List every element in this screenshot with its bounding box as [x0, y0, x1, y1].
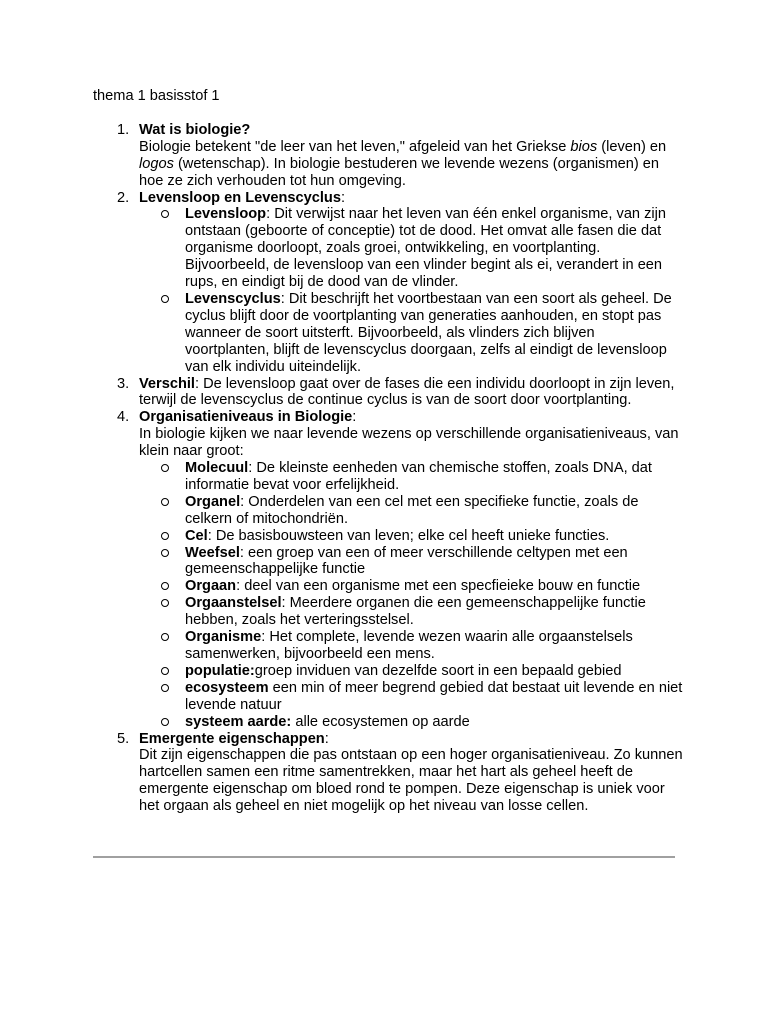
body-text: (wetenschap). In biologie bestuderen we levende wezens (organismen) en hoe ze zich verhouden tot hun omgeving. — [139, 155, 660, 189]
item-text: : een groep van een of meer verschillende celtypen met een gemeenschappelijke functie — [185, 544, 628, 578]
list-number: 1. — [117, 121, 130, 138]
section-body — [139, 139, 683, 190]
sub-item-orgaanstelsel — [185, 595, 683, 629]
heading-suffix: : — [340, 189, 346, 206]
hollow-bullet-icon — [161, 532, 169, 540]
heading-suffix: : De levensloop gaat over de fases die een individu doorloopt in zijn leven, terwijl de levenscyclus de continue cyclus is van de soort door voortplanting. — [139, 375, 675, 409]
item-text: : Dit beschrijft het voortbestaan van een soort als geheel. De cyclus blijft door de voortplanting van generaties aanhouden, en stopt pas wanneer de soort uitsterft. Bijvoorbeeld, als vlinders zich blijven voortplanten, blijft de levenscyclus doorgaan, zelfs al eindigt de levensloop van elk individu uiteindelijk. — [185, 290, 672, 375]
item-text: alle ecosystemen op aarde — [291, 713, 470, 730]
sub-item-levenscyclus — [185, 291, 683, 376]
hollow-bullet-icon — [161, 718, 169, 726]
item-term: ecosysteem — [185, 679, 269, 696]
sub-item-populatie — [185, 663, 683, 680]
section-heading: Emergente eigenschappen — [139, 730, 325, 747]
item-text: : De basisbouwsteen van leven; elke cel heeft unieke functies. — [207, 527, 610, 544]
main-list — [93, 122, 683, 815]
hollow-bullet-icon — [161, 667, 169, 675]
sub-item-molecuul — [185, 460, 683, 494]
list-item-wat-is-biologie — [117, 121, 683, 190]
item-term: Cel — [185, 527, 208, 544]
item-term: Orgaan — [185, 578, 237, 595]
item-term: Orgaanstelsel — [185, 595, 282, 612]
item-term: Molecuul — [185, 460, 249, 477]
sub-list — [139, 460, 683, 731]
hollow-bullet-icon — [161, 684, 169, 692]
section-heading: Organisatieniveaus in Biologie — [139, 409, 353, 426]
section-heading: Verschil — [139, 375, 195, 392]
item-term: systeem aarde: — [185, 713, 292, 730]
item-text: een min of meer begrend gebied dat bestaat uit levende en niet levende natuur — [185, 679, 683, 713]
list-number: 5. — [117, 730, 130, 747]
list-number: 2. — [117, 189, 130, 206]
sub-item-levensloop — [185, 206, 683, 291]
sub-item-organel — [185, 494, 683, 528]
hollow-bullet-icon — [161, 210, 169, 218]
list-item-organisatieniveaus — [117, 409, 683, 730]
section-heading: Wat is biologie? — [139, 121, 251, 138]
item-text: : Onderdelen van een cel met een specifieke functie, zoals de celkern of mitochondriën. — [185, 493, 639, 527]
list-item-emergente-eigenschappen — [117, 730, 683, 816]
hollow-bullet-icon — [161, 549, 169, 557]
item-text: : Het complete, levende wezen waarin alle orgaanstelsels samenwerken, bijvoorbeeld een mens. — [185, 629, 633, 662]
item-text: : deel van een organisme met een specfieieke bouw en functie — [236, 578, 641, 595]
heading-suffix: : — [352, 409, 357, 426]
body-text: Biologie betekent "de leer van het leven," afgeleid van het Griekse — [139, 138, 571, 155]
list-item-levensloop-levenscyclus — [117, 189, 683, 376]
sub-item-orgaan — [185, 578, 683, 595]
sub-item-organisme — [185, 629, 683, 663]
item-text: : De kleinste eenheden van chemische stoffen, zoals DNA, dat informatie bevat voor erfelijkheid. — [185, 460, 652, 493]
document-title: thema 1 basisstof 1 — [93, 88, 220, 104]
item-term: populatie: — [185, 662, 255, 679]
item-term: Levensloop — [185, 206, 267, 223]
item-term: Levenscyclus — [185, 290, 281, 307]
hollow-bullet-icon — [161, 464, 169, 472]
sub-item-ecosysteem — [185, 680, 683, 714]
italic-term: bios — [570, 138, 598, 155]
item-text: groep inviduen van dezelfde soort in een bepaald gebied — [254, 662, 622, 679]
sub-list — [139, 206, 683, 375]
section-intro: In biologie kijken we naar levende wezens op verschillende organisatieniveaus, van klein naar groot: — [139, 426, 679, 460]
hollow-bullet-icon — [161, 599, 169, 607]
hollow-bullet-icon — [161, 498, 169, 506]
document-page — [93, 88, 683, 815]
horizontal-rule — [93, 856, 675, 858]
item-term: Organel — [185, 493, 241, 510]
sub-item-systeem-aarde — [185, 714, 683, 731]
item-term: Organisme — [185, 629, 262, 646]
heading-suffix: : — [324, 730, 329, 747]
list-number: 3. — [117, 375, 130, 392]
section-body: Dit zijn eigenschappen die pas ontstaan op een hoger organisatieniveau. Zo kunnen hartcellen samen een ritme samentrekken, maar het hart als geheel heeft de emergente eigenschap om bloed rond te pompen. Deze eigenschap is uniek voor het orgaan als geheel en niet mogelijk op het niveau van losse cellen. — [139, 747, 683, 815]
body-text: (leven) en — [597, 138, 667, 155]
item-text: : Dit verwijst naar het leven van één enkel organisme, van zijn ontstaan (geboorte of conceptie) tot de dood. Het omvat alle fasen die dat organisme doorloopt, zoals groei, ontwikkeling, en voortplanting. Bijvoorbeeld, de levensloop van een vlinder begint als ei, verandert in een rups, en eindigt bij de dood van de vlinder. — [185, 206, 667, 291]
list-item-verschil — [117, 375, 683, 410]
hollow-bullet-icon — [161, 582, 169, 590]
sub-item-cel — [185, 528, 683, 545]
hollow-bullet-icon — [161, 295, 169, 303]
item-text: : Meerdere organen die een gemeenschappelijke functie hebben, zoals het verteringsstelsel. — [185, 595, 646, 629]
list-number: 4. — [117, 409, 130, 426]
sub-item-weefsel — [185, 545, 683, 579]
section-heading: Levensloop en Levenscyclus — [139, 189, 341, 206]
item-term: Weefsel — [185, 544, 240, 561]
italic-term: logos — [139, 155, 174, 172]
hollow-bullet-icon — [161, 633, 169, 641]
